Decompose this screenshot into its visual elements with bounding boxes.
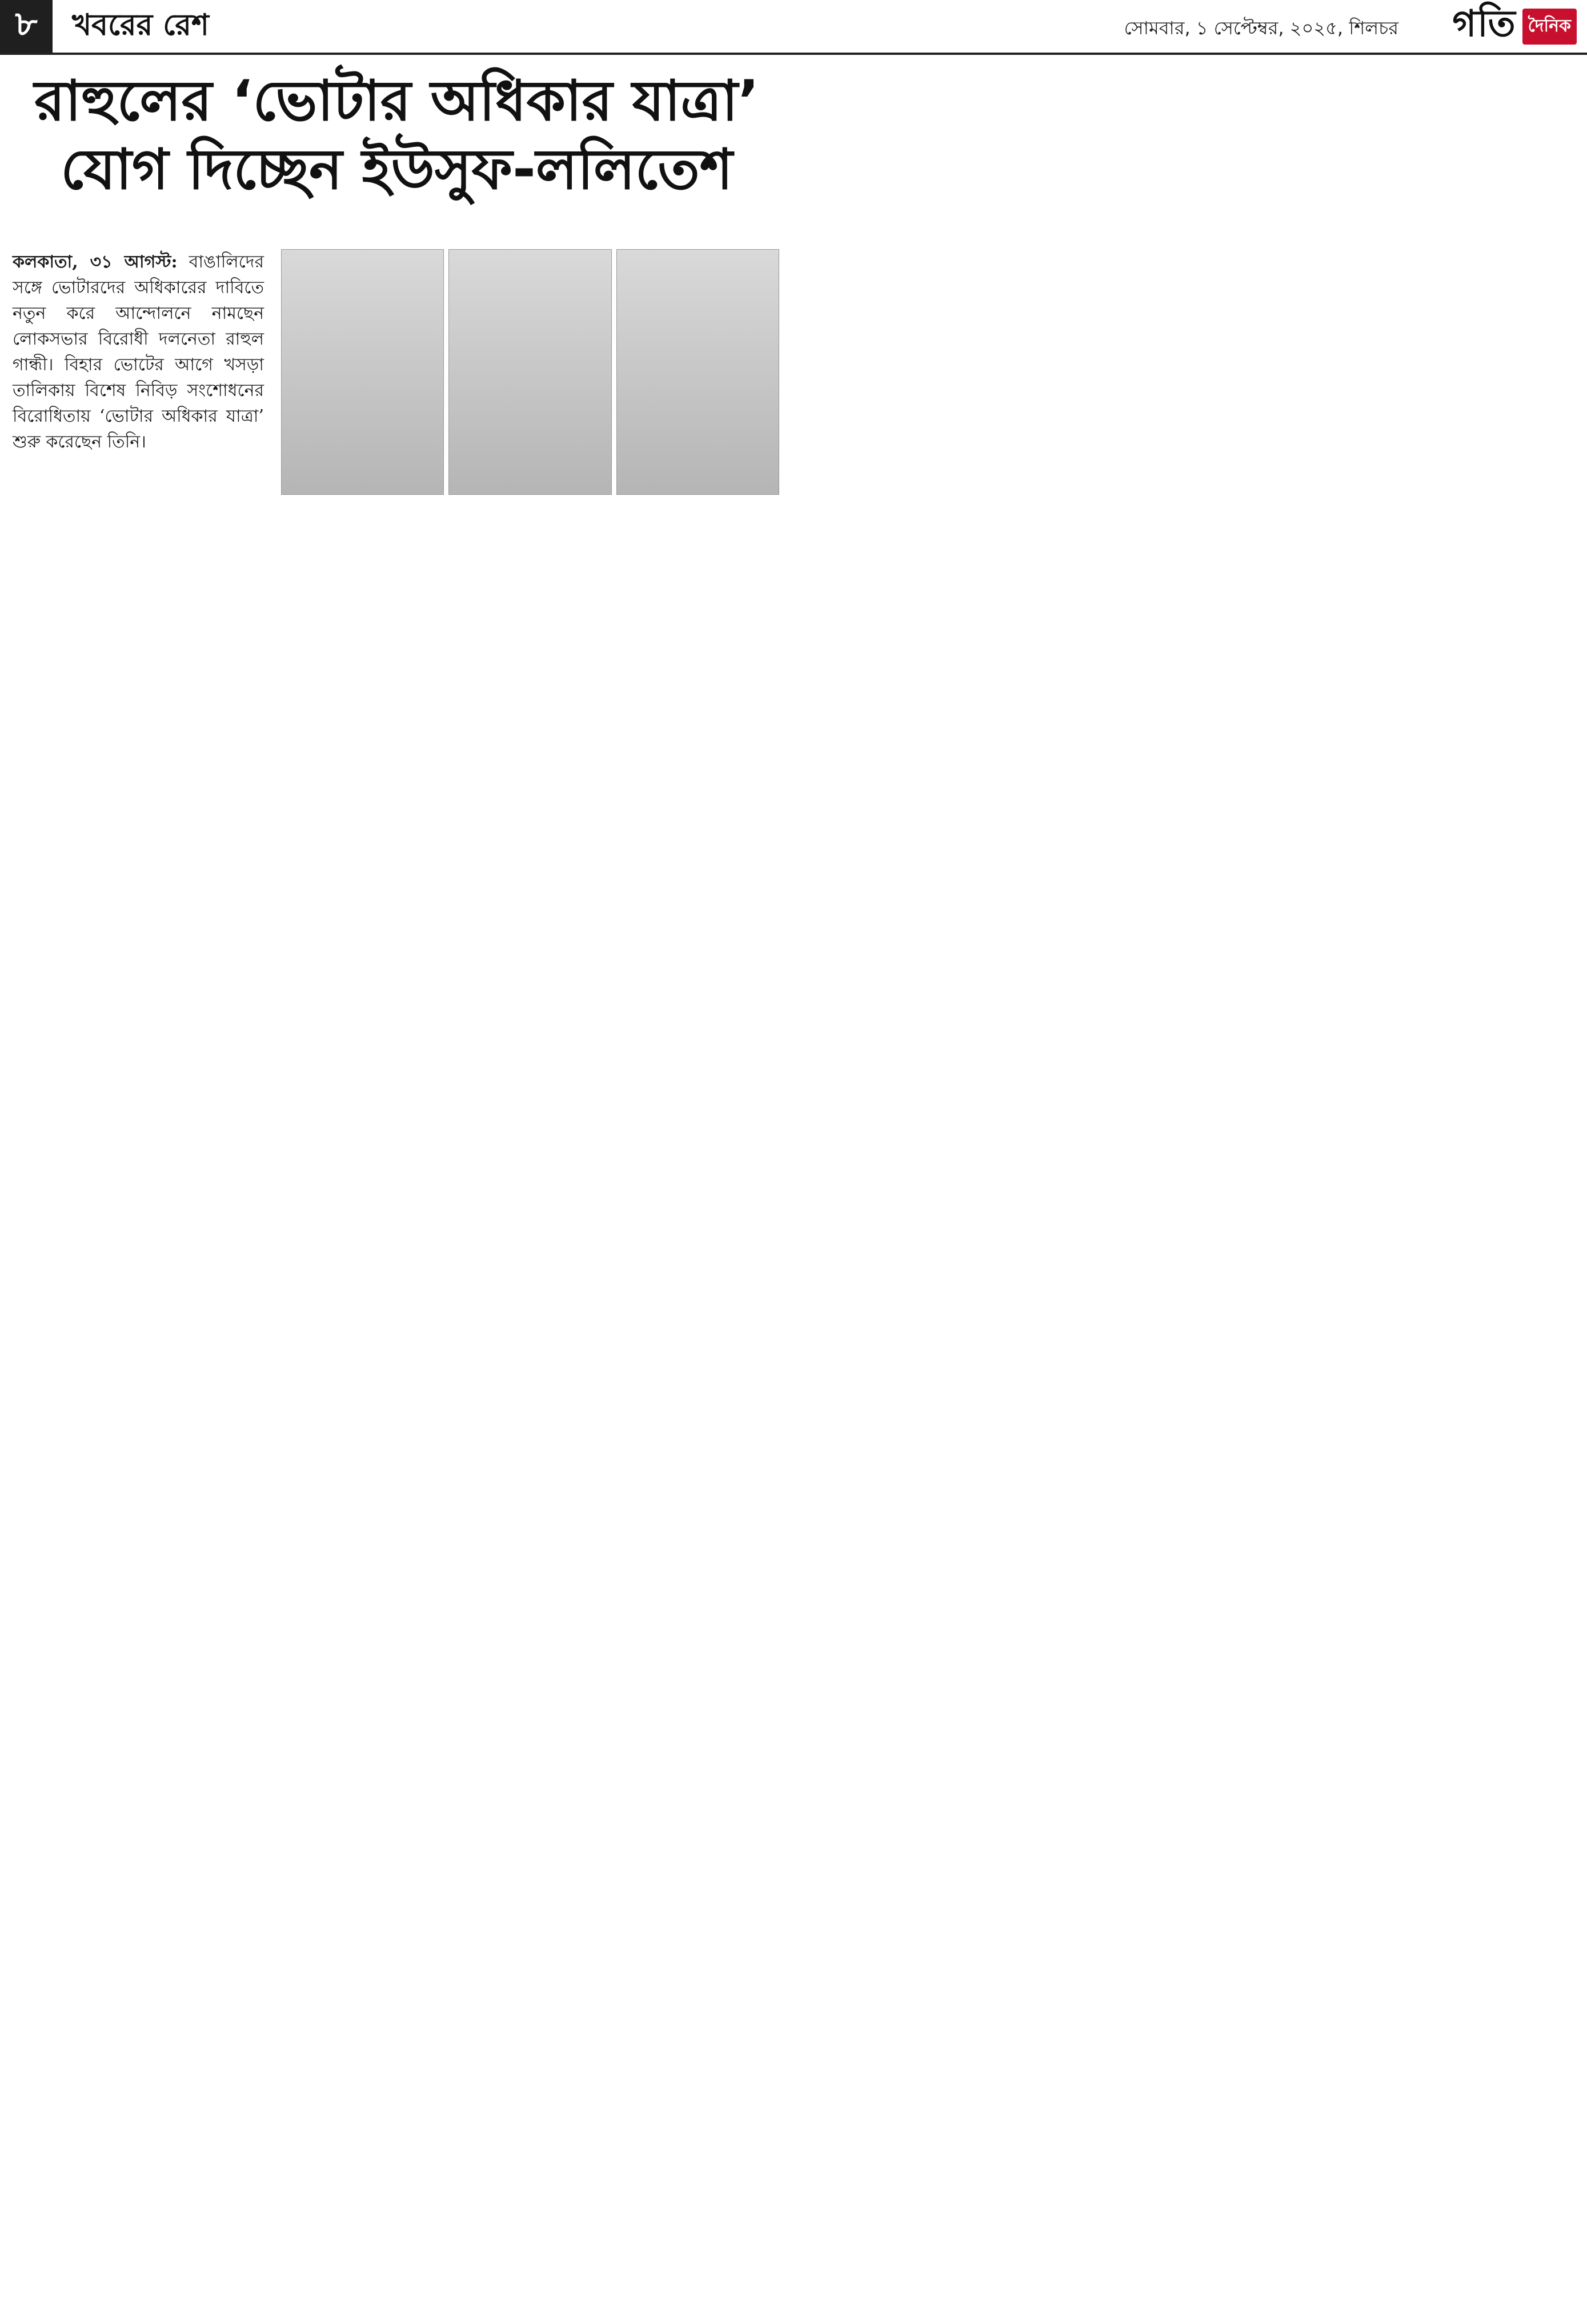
masthead [1452, 3, 1577, 49]
lead-headline: রাহুলের ‘ভোটার অধিকার যাত্রা’ যোগ দিচ্ছেন ইউসুফ-ললিতেশ [34, 69, 759, 202]
lead-photo [281, 249, 444, 495]
section-name: খবরের রেশ [72, 7, 209, 42]
lead-first-paragraph [13, 249, 264, 455]
masthead-badge: দৈনিক [1522, 9, 1577, 45]
lead-body-text: বাঙালিদের সঙ্গে ভোটারদের অধিকারের দাবিতে নতুন করে আন্দোলনে নামছেন লোকসভার বিরোধী দলনেতা রাহুল গান্ধী। বিহার ভোটের আগে খসড়া তালিকায় বিশেষ নিবিড় সংশোধনের বিরোধিতায় ‘ভোটার অধিকার যাত্রা’ শুরু করেছেন তিনি। [13, 252, 264, 452]
page-header [0, 0, 1587, 55]
page-number: ৮ [0, 0, 53, 53]
lead-dateline: কলকাতা, ৩১ আগস্ট: [13, 252, 178, 272]
issue-date: সোমবার, ১ সেপ্টেম্বর, ২০২৫, শিলচর [1124, 17, 1398, 39]
lead-photo [448, 249, 611, 495]
lead-photo-strip [281, 249, 779, 495]
lead-photo [616, 249, 779, 495]
masthead-name: গতি [1452, 2, 1517, 45]
lead-article [13, 67, 781, 452]
